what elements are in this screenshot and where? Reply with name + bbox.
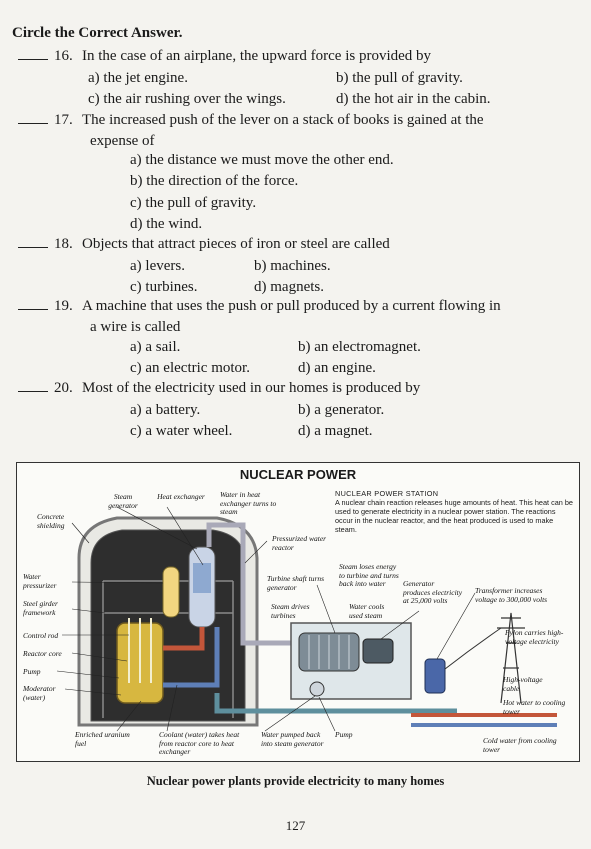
answer-blank[interactable] (18, 391, 48, 392)
question-number: 19. (54, 298, 73, 314)
transformer-shape (425, 659, 445, 693)
label-turbine-shaft: Turbine shaft turns generator (267, 574, 325, 592)
label-coolant: Coolant (water) takes heat from reactor core to heat exchanger (159, 730, 240, 756)
station-description (335, 489, 575, 534)
option-a[interactable]: a) the distance we must move the other end. (130, 152, 394, 168)
generator-shape (363, 639, 393, 663)
question-19 (18, 296, 573, 338)
option-d[interactable]: d) an engine. (298, 360, 376, 376)
containment-interior (91, 530, 245, 721)
answer-blank[interactable] (18, 59, 48, 60)
label-reactor-core: Reactor core (23, 649, 62, 658)
option-b[interactable]: b) an electromagnet. (298, 339, 421, 355)
option-b[interactable]: b) a generator. (298, 402, 385, 418)
question-text: In the case of an airplane, the upward force is provided by (82, 48, 432, 64)
answer-blank[interactable] (18, 123, 48, 124)
question-20 (18, 378, 573, 399)
question-text-cont: expense of (90, 133, 155, 149)
label-heat-exchanger: Heat exchanger (157, 492, 205, 501)
question-16 (18, 46, 573, 67)
figure-caption: Nuclear power plants provide electricity to many homes (146, 774, 445, 788)
label-steam-drives-turbines: Steam drives turbines (271, 602, 310, 620)
answer-blank[interactable] (18, 247, 48, 248)
label-control-rod: Control rod (23, 631, 59, 640)
label-steam-loses-energy: Steam loses energy to turbine and turns back into water (339, 562, 399, 588)
label-steel-girder-framework: Steel girder framework (23, 599, 58, 617)
question-number: 20. (54, 380, 73, 396)
option-a[interactable]: a) a battery. (130, 402, 201, 418)
heat-exchanger-coil (193, 563, 211, 593)
option-d[interactable]: d) magnets. (254, 279, 324, 295)
option-c[interactable]: c) the air rushing over the wings. (88, 91, 286, 107)
label-hot-water: Hot water to cooling tower (503, 698, 566, 716)
pump-right-shape (310, 682, 324, 696)
label-pylon: Pylon carries high-voltage electricity (505, 628, 564, 646)
label-high-voltage-cable: High-voltage cable (503, 675, 543, 693)
answer-blank[interactable] (18, 309, 48, 310)
option-d[interactable]: d) a magnet. (298, 423, 373, 439)
nuclear-power-diagram (16, 462, 580, 762)
label-pump-left: Pump (23, 667, 41, 676)
label-water-cools-used-steam: Water cools used steam (349, 602, 385, 620)
question-number: 17. (54, 112, 73, 128)
option-c[interactable]: c) a water wheel. (130, 423, 233, 439)
station-title: NUCLEAR POWER STATION (335, 489, 439, 498)
option-b[interactable]: b) the pull of gravity. (336, 70, 463, 86)
option-c[interactable]: c) an electric motor. (130, 360, 250, 376)
high-voltage-cable-shape (445, 628, 501, 669)
question-text: The increased push of the lever on a stack of books is gained at the (82, 112, 484, 128)
question-17 (18, 110, 573, 152)
label-pressurized-water-reactor: Pressurized water reactor (272, 534, 327, 552)
option-a[interactable]: a) a sail. (130, 339, 181, 355)
option-c[interactable]: c) turbines. (130, 279, 198, 295)
water-pressurizer-shape (163, 567, 179, 617)
question-number: 16. (54, 48, 73, 64)
label-generator-produces: Generator produces electricity at 25,000 volts (403, 579, 463, 605)
figure-title: NUCLEAR POWER (239, 467, 357, 482)
option-a[interactable]: a) levers. (130, 258, 185, 274)
option-d[interactable]: d) the wind. (130, 216, 203, 232)
option-b[interactable]: b) the direction of the force. (130, 173, 299, 189)
question-text-cont: a wire is called (90, 319, 181, 335)
station-text: A nuclear chain reaction releases huge amounts of heat. This heat can be used to generate electricity in a nuclear power station. The reactions occur in the nuclear reactor, and the heat produced is used to make steam. (335, 498, 573, 534)
label-enriched-uranium-fuel: Enriched uranium fuel (75, 730, 130, 748)
label-concrete-shielding: Concrete shielding (37, 512, 65, 530)
question-text: Objects that attract pieces of iron or steel are called (82, 236, 390, 252)
page-number: 127 (285, 818, 306, 833)
option-b[interactable]: b) machines. (254, 258, 331, 274)
option-a[interactable]: a) the jet engine. (88, 70, 188, 86)
label-cold-water: Cold water from cooling tower (483, 736, 557, 754)
question-number: 18. (54, 236, 73, 252)
label-steam-generator: Steam generator (108, 492, 138, 510)
question-text: A machine that uses the push or pull produced by a current flowing in (82, 298, 501, 314)
label-water-pumped-back: Water pumped back into steam generator (261, 730, 324, 748)
question-text: Most of the electricity used in our homes is produced by (82, 380, 421, 396)
label-moderator: Moderator (water) (23, 684, 56, 702)
label-water-in-heat-exchanger: Water in heat exchanger turns to steam (220, 490, 277, 516)
label-pump-right: Pump (335, 730, 353, 739)
label-water-pressurizer: Water pressurizer (23, 572, 57, 590)
label-transformer: Transformer increases voltage to 300,000 volts (475, 586, 548, 604)
option-d[interactable]: d) the hot air in the cabin. (336, 91, 491, 107)
question-18 (18, 234, 573, 255)
option-c[interactable]: c) the pull of gravity. (130, 195, 257, 211)
section-heading: Circle the Correct Answer. (12, 25, 183, 41)
